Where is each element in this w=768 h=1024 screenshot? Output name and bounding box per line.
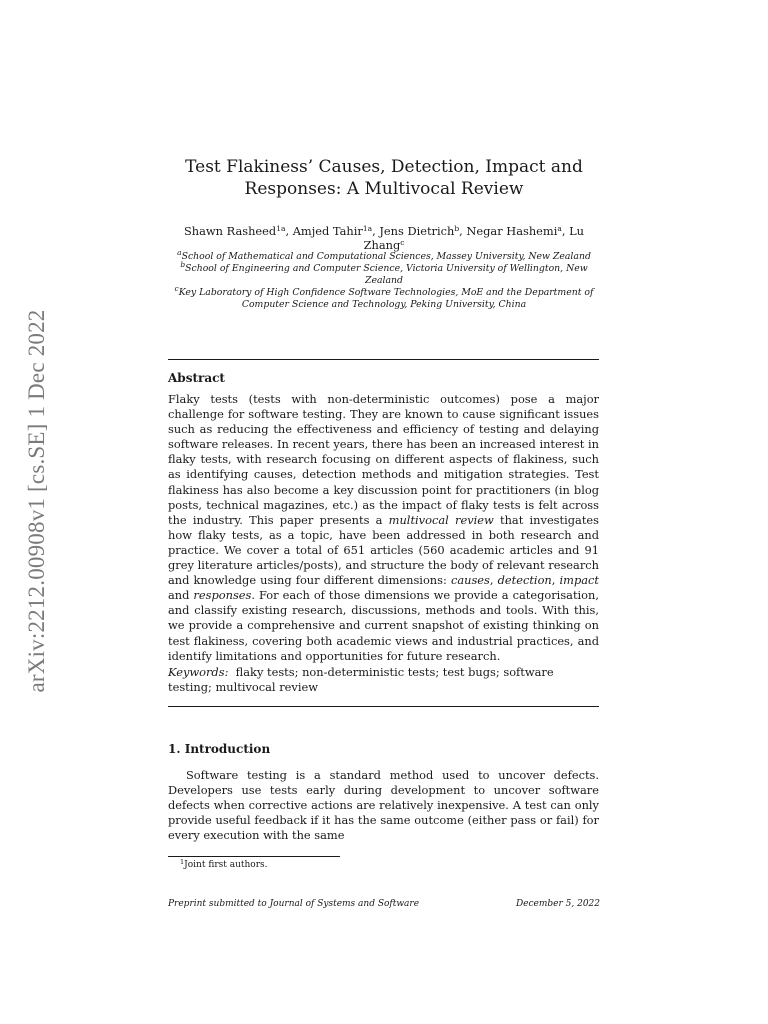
author-affiliation-mark: 1a <box>276 224 286 233</box>
author <box>379 224 466 238</box>
affiliation-list <box>168 248 600 311</box>
affiliation-mark: b <box>180 260 186 269</box>
abstract-dimension-causes: causes <box>450 573 490 588</box>
footer-date: December 5, 2022 <box>515 899 600 909</box>
arxiv-identifier: arXiv:2212.00908v1 [cs.SE] 1 Dec 2022 <box>24 309 49 693</box>
abstract-dimension-impact: impact <box>559 573 599 588</box>
affiliation-text: Key Laboratory of High Confidence Software Technologies, MoE and the Department of Computer Science and Technology, Peking University, China <box>178 287 594 310</box>
paper-title-line-1: Test Flakiness’ Causes, Detection, Impact and <box>185 157 583 177</box>
author-separator: , <box>561 224 570 238</box>
author-name: Negar Hashemi <box>466 224 558 238</box>
author-affiliation-mark: c <box>400 238 405 247</box>
affiliation-mark: a <box>177 248 182 257</box>
abstract-punctuation: , <box>489 573 498 588</box>
abstract-text-part: . For each of those dimensions we provide a categorisation, and classify existing research, discussions, methods and tools. With this, we provide a comprehensive and current snapshot of existing thinking on test flakiness, covering both academic views and industrial practices, and identify limitations and opportunities for future research. <box>168 588 599 663</box>
footnote-rule <box>168 856 340 857</box>
footer-preprint-note: Preprint submitted to Journal of Systems and Software <box>168 899 420 909</box>
abstract-text-part: that investigates how flaky tests, as a topic, have been addressed in both research and practice. We cover a total of 651 articles (560 academic articles and 91 grey literature articles/posts), and structure the body of relevant research and knowledge using four different dimensions: <box>168 512 599 588</box>
abstract-punctuation: , <box>551 573 560 588</box>
author-separator: , <box>372 224 380 238</box>
affiliation-mark: c <box>174 284 179 293</box>
affiliation <box>168 284 600 311</box>
author-separator: , <box>459 224 467 238</box>
footnote-text: Joint first authors. <box>184 860 268 870</box>
author <box>184 224 293 238</box>
keywords-label: Keywords: <box>168 665 229 679</box>
abstract-heading: Abstract <box>168 371 225 385</box>
arxiv-sidebar-stamp <box>19 283 55 719</box>
affiliation <box>168 248 600 263</box>
keywords-block <box>168 665 599 695</box>
abstract-emphasis-multivocal-review: multivocal review <box>388 512 494 527</box>
abstract-text-part: Flaky tests (tests with non-deterministic outcomes) pose a major challenge for software testing. They are known to cause significant issues such as reducing the effectiveness and efficiency of testing and delaying software releases. In recent years, there has been an increased interest in flaky tests, with research focusing on different aspects of flakiness, such as identifying causes, detection methods and mitigation strategies. Test flakiness has also become a key discussion point for practitioners (in blog posts, technical magazines, etc.) as the impact of flaky tests is felt across the industry. This paper presents a <box>168 392 599 527</box>
abstract-dimension-detection: detection <box>497 573 552 588</box>
affiliation-text: School of Mathematical and Computational Sciences, Massey University, New Zealand <box>181 251 591 262</box>
author-name: Shawn Rasheed <box>183 224 277 238</box>
author-list <box>168 224 600 252</box>
author-affiliation-mark: a <box>557 224 562 233</box>
affiliation <box>168 260 600 287</box>
footnote <box>180 860 268 870</box>
author <box>293 224 380 238</box>
author-name: Lu Zhang <box>363 224 585 252</box>
paper-title <box>168 156 600 200</box>
affiliation-text: School of Engineering and Computer Science, Victoria University of Wellington, New Zealand <box>185 263 588 286</box>
footnote-mark: 1 <box>180 858 185 866</box>
author-affiliation-mark: b <box>454 224 460 233</box>
introduction-heading: 1. Introduction <box>168 742 271 756</box>
abstract-top-rule <box>168 359 599 360</box>
introduction-body: Software testing is a standard method used to uncover defects. Developers use tests early during development to uncover software defects when corrective actions are relatively inexpensive. A test can only provide useful feedback if it has the same outcome (either pass or fail) for every execution with the same <box>168 768 599 843</box>
abstract-body <box>168 392 599 664</box>
author-name: Jens Dietrich <box>379 224 455 238</box>
paper-title-line-2: Responses: A Multivocal Review <box>244 179 524 199</box>
author-separator: , <box>285 224 293 238</box>
abstract-dimension-responses: responses <box>193 588 252 603</box>
author <box>466 224 569 238</box>
abstract-conjunction: and <box>168 588 194 603</box>
keywords-text: flaky tests; non-deterministic tests; test bugs; software testing; multivocal review <box>168 665 554 695</box>
author-affiliation-mark: 1a <box>362 224 373 233</box>
abstract-bottom-rule <box>168 706 599 707</box>
author-name: Amjed Tahir <box>292 224 363 238</box>
